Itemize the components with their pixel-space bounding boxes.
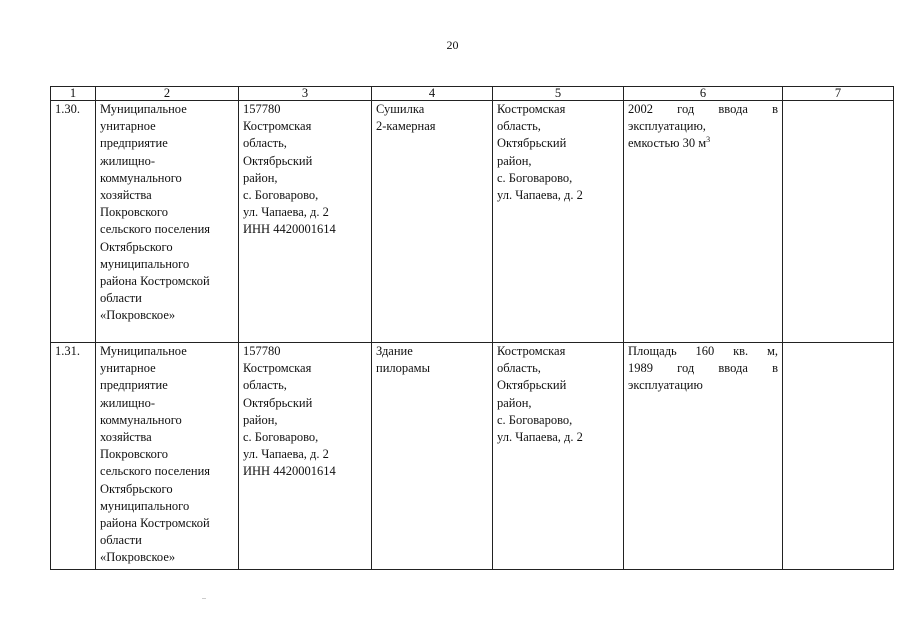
column-header-6: 6: [624, 87, 783, 101]
location-cell: [493, 101, 624, 343]
details-word: в: [772, 361, 778, 376]
details-word: ввода: [718, 361, 748, 376]
details-line: эксплуатацию: [628, 378, 703, 393]
column-header-2: 2: [96, 87, 239, 101]
details-word: ввода: [718, 102, 748, 116]
details-cell: [624, 343, 783, 570]
column-header-4: 4: [372, 87, 493, 101]
details-word: м,: [766, 344, 778, 358]
table-row: [51, 101, 894, 343]
column-header-5: 5: [493, 87, 624, 101]
table-row: [51, 343, 894, 570]
details-word: год: [677, 361, 695, 376]
details-line: эксплуатацию,: [628, 119, 706, 134]
object-text: Сушилка 2-камерная: [376, 102, 436, 134]
page-number: 20: [446, 38, 459, 52]
address-text: 157780 Костромская область, Октябрьский район, с. Боговарово, ул. Чапаева, д. 2 ИНН 4420001614: [243, 344, 336, 479]
details-word: 2002: [628, 102, 653, 116]
capacity-text: емкостью 30 м: [628, 136, 707, 151]
holder-text: Муниципальное унитарное предприятие жилищно- коммунального хозяйства Покровского сельского поселения Октябрьского муниципального района Костромской области «Покровское»: [100, 344, 211, 565]
holder-cell: [96, 343, 239, 570]
details-line: [628, 135, 778, 152]
details-word: 160: [695, 344, 715, 358]
details-word: в: [772, 102, 778, 116]
details-word: 1989: [628, 361, 653, 376]
address-cell: [239, 101, 372, 343]
registry-table: [50, 86, 894, 570]
superscript: 3: [706, 135, 711, 145]
details-word: год: [677, 102, 695, 116]
details-cell: [624, 101, 783, 343]
object-cell: [372, 343, 493, 570]
column-header-3: 3: [239, 87, 372, 101]
column-header-1: 1: [51, 87, 96, 101]
address-cell: [239, 343, 372, 570]
details-word: Площадь: [628, 344, 677, 358]
details-line: [628, 101, 778, 118]
location-text: Костромская область, Октябрьский район, с. Боговарово, ул. Чапаева, д. 2: [497, 102, 583, 203]
details-line: [628, 360, 778, 377]
address-text: 157780 Костромская область, Октябрьский район, с. Боговарово, ул. Чапаева, д. 2 ИНН 4420001614: [243, 102, 336, 237]
details-line: [628, 343, 778, 360]
holder-cell: [96, 101, 239, 343]
location-text: Костромская область, Октябрьский район, с. Боговарово, ул. Чапаева, д. 2: [497, 344, 583, 445]
scan-artifact: [202, 598, 206, 599]
header-row: [51, 87, 894, 101]
note-cell: [783, 101, 894, 343]
note-cell: [783, 343, 894, 570]
object-text: Здание пилорамы: [376, 344, 430, 376]
object-cell: [372, 101, 493, 343]
row-number: 1.31.: [51, 343, 96, 570]
details-word: кв.: [733, 344, 749, 358]
row-number: 1.30.: [51, 101, 96, 343]
holder-text: Муниципальное унитарное предприятие жилищно- коммунального хозяйства Покровского сельского поселения Октябрьского муниципального района Костромской области «Покровское»: [100, 102, 211, 323]
location-cell: [493, 343, 624, 570]
column-header-7: 7: [783, 87, 894, 101]
